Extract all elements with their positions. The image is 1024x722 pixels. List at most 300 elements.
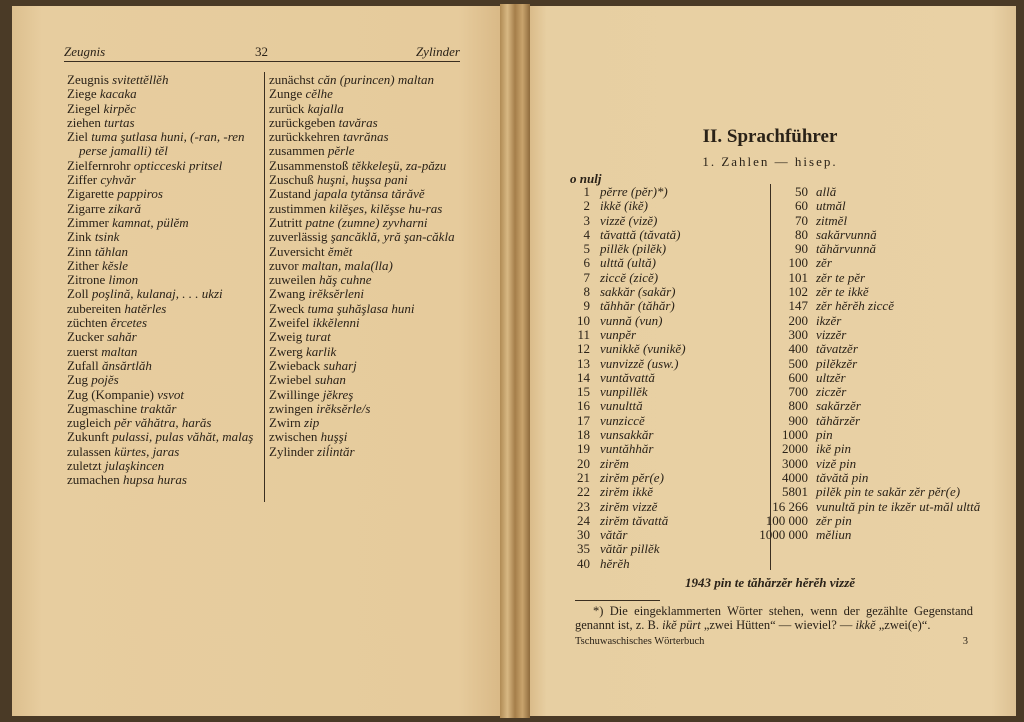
numeral: 700: [788, 384, 808, 400]
chuvash-translation: ĕmĕt: [327, 243, 353, 259]
numeral: 6: [583, 255, 590, 271]
number-row: [564, 457, 760, 471]
dictionary-entry: [67, 173, 261, 187]
chuvash-translation: hăş cuhne: [319, 272, 372, 288]
number-row: [752, 428, 986, 442]
number-word: zirĕm: [600, 455, 629, 471]
german-word: Zwirn: [269, 415, 301, 431]
number-row: [564, 428, 760, 442]
number-row: [752, 500, 986, 514]
numeral: 40: [577, 555, 590, 571]
german-word: ziehen: [67, 114, 101, 130]
number-word: vizzĕr: [816, 326, 847, 342]
number-row: [564, 199, 760, 213]
number-word: pilĕkzĕr: [816, 355, 858, 371]
german-word: Zufall: [67, 357, 99, 373]
german-word: Ziege: [67, 86, 97, 102]
dictionary-entry: [269, 87, 467, 101]
dictionary-entry: [67, 388, 261, 402]
numeral: 50: [795, 184, 808, 199]
number-word: pin: [816, 427, 833, 443]
number-word: sakărvunnă: [816, 226, 877, 242]
number-row: [564, 299, 760, 313]
german-word: Zweck: [269, 300, 305, 316]
number-word: ulttă (ultă): [600, 255, 656, 271]
chuvash-translation: kürtes, jaras: [114, 443, 180, 459]
number-word: hĕrĕh: [600, 555, 630, 571]
number-row: [752, 385, 986, 399]
german-word: zumachen: [67, 472, 120, 488]
chuvash-translation: turat: [305, 329, 331, 345]
dictionary-entry: [67, 445, 261, 459]
german-word: Zwerg: [269, 343, 303, 359]
number-word: ziccĕ (zicĕ): [600, 269, 659, 285]
dictionary-entry: [269, 130, 467, 144]
number-word: ultzĕr: [816, 369, 846, 385]
dictionary-entry: [269, 187, 467, 201]
german-word: zunächst: [269, 72, 315, 87]
german-word: Zusammenstoß: [269, 157, 349, 173]
dictionary-entry: [67, 345, 261, 359]
dictionary-entry: [67, 130, 261, 159]
german-word: Zunge: [269, 86, 303, 102]
german-word: zusammen: [269, 143, 325, 159]
german-word: zugleich: [67, 415, 112, 431]
dictionary-entry: [269, 116, 467, 130]
number-row: [752, 457, 986, 471]
german-word: Zug (Kompanie): [67, 386, 155, 402]
chuvash-translation: pappiros: [117, 186, 163, 202]
number-word: vunnă (vun): [600, 312, 663, 328]
footnote-example: ikĕ pürt: [662, 618, 701, 632]
number-word: vunultă pin te ikzĕr ut-măl ulttă: [816, 498, 981, 514]
zero-entry: o nulj: [570, 171, 602, 186]
number-row: [564, 485, 760, 499]
number-word: vunvizzĕ (usw.): [600, 355, 679, 371]
chuvash-translation: pĕrle: [327, 143, 355, 159]
numeral: 102: [788, 284, 808, 300]
german-word: zwingen: [269, 400, 314, 416]
footer: [575, 635, 973, 648]
dictionary-entry: [67, 402, 261, 416]
number-word: ikzĕr: [816, 312, 842, 328]
dictionary-entry: [269, 359, 467, 373]
chuvash-translation: traktăr: [140, 400, 177, 416]
chuvash-translation: tavăras: [338, 114, 378, 130]
chuvash-translation: julaşkincen: [104, 458, 165, 474]
number-row: [564, 557, 760, 571]
german-word: Zinn: [67, 243, 92, 259]
number-word: vizzĕ (vizĕ): [600, 212, 658, 228]
german-word: züchten: [67, 315, 108, 331]
number-word: ikkĕ (ikĕ): [600, 198, 648, 214]
number-word: tăvătă pin: [816, 469, 869, 485]
number-row: [752, 285, 986, 299]
footnote-area: [575, 600, 973, 648]
number-row: [564, 314, 760, 328]
numeral: 147: [788, 298, 808, 314]
number-row: [752, 228, 986, 242]
number-row: [752, 214, 986, 228]
german-word: zuerst: [67, 343, 99, 359]
number-word: tăhărvunnă: [816, 241, 876, 257]
dictionary-entry: [269, 402, 467, 416]
number-word: vunulttă: [600, 398, 643, 414]
number-word: zĕr: [816, 255, 832, 271]
footer-page-number: 3: [962, 636, 968, 647]
chuvash-translation: kacaka: [99, 86, 137, 102]
chuvash-translation: opticceski pritsel: [133, 157, 223, 173]
dictionary-entry: [269, 445, 467, 459]
dictionary-entry: [67, 202, 261, 216]
chuvash-translation: pulassi, pulas văhăt, malaş: [112, 429, 254, 445]
dictionary-entry: [67, 316, 261, 330]
number-word: vătăr: [600, 527, 628, 543]
number-word: vunikkĕ (vunikĕ): [600, 341, 686, 357]
numeral: 22: [577, 484, 590, 500]
number-row: [752, 271, 986, 285]
number-word: tăvattă (tăvată): [600, 226, 681, 242]
german-word: Zugmaschine: [67, 400, 138, 416]
german-word: Zweig: [269, 329, 303, 345]
header-left-word: Zeugnis: [64, 44, 106, 59]
dictionary-entry: [67, 287, 261, 301]
chuvash-translation: şancăklă, yră şan-căkla: [330, 229, 455, 245]
number-word: pillĕk (pilĕk): [600, 241, 667, 257]
german-word: zulassen: [67, 443, 112, 459]
numbers-right-column: [752, 185, 986, 542]
dictionary-entry: [67, 430, 261, 444]
german-word: Zwillinge: [269, 386, 320, 402]
number-word: vunpillĕk: [600, 384, 648, 400]
footnote-rule: [575, 600, 660, 601]
numeral: 80: [795, 226, 808, 242]
numeral: 16: [577, 398, 590, 414]
numeral: 9: [583, 298, 590, 314]
german-word: Zustand: [269, 186, 311, 202]
german-word: zustimmen: [269, 200, 327, 216]
number-row: [564, 285, 760, 299]
header-right-word: Zylinder: [415, 44, 460, 59]
chuvash-translation: limon: [108, 272, 139, 288]
dictionary-entry: [269, 273, 467, 287]
chuvash-translation: poşlină, kulanaj, . . . ukzi: [91, 286, 223, 302]
number-row: [564, 471, 760, 485]
number-word: zĕr te ikkĕ: [816, 284, 869, 300]
number-word: zirĕm vizzĕ: [600, 498, 658, 514]
numeral: 800: [788, 398, 808, 414]
footnote: [575, 604, 973, 632]
number-word: zitmĕl: [816, 212, 848, 228]
number-row: [564, 256, 760, 270]
chuvash-translation: zip: [304, 415, 320, 431]
chuvash-translation: căn (purincen) maltan: [317, 72, 434, 87]
chuvash-translation: tavrănas: [343, 129, 389, 145]
chuvash-translation: kirpĕc: [103, 100, 136, 116]
numeral: 200: [788, 312, 808, 328]
number-word: vuntăhhăr: [600, 441, 654, 457]
dictionary-entry: [67, 87, 261, 101]
german-word: Zukunft: [67, 429, 109, 445]
number-word: ikĕ pin: [816, 441, 852, 457]
chuvash-translation: pojĕs: [91, 372, 119, 388]
dictionary-entry: [269, 202, 467, 216]
number-word: vunsakkăr: [600, 427, 654, 443]
number-word: zirĕm pĕr(e): [600, 469, 664, 485]
chuvash-translation: hatĕrles: [124, 300, 167, 316]
number-row: [564, 500, 760, 514]
numeral: 90: [795, 241, 808, 257]
book-spine: [500, 4, 530, 718]
chuvash-translation: jĕkreş: [322, 386, 354, 402]
german-word: zurückkehren: [269, 129, 340, 145]
number-row: [564, 185, 760, 199]
dictionary-entry: [67, 230, 261, 244]
number-row: [564, 271, 760, 285]
numeral: 100 000: [765, 512, 808, 528]
numeral: 1000 000: [759, 527, 808, 543]
numeral: 101: [788, 269, 808, 285]
german-word: zurück: [269, 100, 305, 116]
page-number: 32: [255, 44, 268, 59]
footer-title: Tschuwaschisches Wörterbuch: [575, 636, 705, 647]
numeral: 4: [583, 226, 590, 242]
chuvash-translation: sahăr: [107, 329, 137, 345]
number-word: vătăr pillĕk: [600, 541, 660, 557]
number-word: zirĕm ikkĕ: [600, 484, 654, 500]
german-word: Zwiebel: [269, 372, 312, 388]
chuvash-translation: maltan, mala(lla): [301, 257, 393, 273]
german-word: Ziel: [67, 129, 88, 145]
number-row: [564, 214, 760, 228]
number-word: tăhhăr (tăhăr): [600, 298, 675, 314]
dictionary-entry: [269, 345, 467, 359]
german-word: Zigarette: [67, 186, 114, 202]
number-word: vuntăvattă: [600, 369, 655, 385]
number-row: [752, 328, 986, 342]
numeral: 23: [577, 498, 590, 514]
numeral: 18: [577, 427, 590, 443]
german-word: Zuversicht: [269, 243, 325, 259]
number-row: [564, 328, 760, 342]
number-row: [564, 342, 760, 356]
numeral: 7: [583, 269, 590, 285]
numeral: 19: [577, 441, 590, 457]
dictionary-entry: [67, 359, 261, 373]
numeral: 12: [577, 341, 590, 357]
numeral: 2000: [782, 441, 808, 457]
example-1943: 1943 pin te tăhărzĕr hĕrĕh vizzĕ: [684, 575, 856, 590]
german-word: Zylinder: [269, 443, 314, 459]
chuvash-translation: hupsa huras: [122, 472, 187, 488]
dictionary-entry: [67, 73, 261, 87]
numeral: 300: [788, 326, 808, 342]
german-word: Zucker: [67, 329, 104, 345]
numeral: 1: [583, 184, 590, 199]
number-row: [752, 242, 986, 256]
german-word: zwischen: [269, 429, 318, 445]
chuvash-translation: kilĕşes, kilĕşse hu-ras: [329, 200, 443, 216]
number-row: [564, 357, 760, 371]
german-word: Zimmer: [67, 214, 109, 230]
dictionary-entry: [269, 287, 467, 301]
number-row: [564, 528, 760, 542]
dictionary-entry: [269, 302, 467, 316]
dictionary-entry: [269, 144, 467, 158]
german-word: zuvor: [269, 257, 299, 273]
german-word: Zweifel: [269, 315, 310, 331]
numeral: 2: [583, 198, 590, 214]
dictionary-entry: [67, 102, 261, 116]
dictionary-entry: [269, 216, 467, 230]
number-row: [564, 371, 760, 385]
numeral: 30: [577, 527, 590, 543]
chuvash-translation: vsvot: [157, 386, 184, 402]
chuvash-translation: irĕksĕrleni: [308, 286, 364, 302]
number-row: [752, 528, 986, 542]
number-row: [752, 514, 986, 528]
number-word: zĕr te pĕr: [816, 269, 866, 285]
numeral: 20: [577, 455, 590, 471]
dictionary-column-1: [67, 73, 261, 488]
chuvash-translation: pĕr văhătra, harăs: [114, 415, 212, 431]
dictionary-entry: [67, 273, 261, 287]
number-word: vunpĕr: [600, 326, 637, 342]
numeral: 8: [583, 284, 590, 300]
dictionary-entry: [67, 459, 261, 473]
numeral: 24: [577, 512, 590, 528]
chuvash-translation: zikară: [108, 200, 142, 216]
numeral: 4000: [782, 469, 808, 485]
number-word: allă: [816, 184, 837, 199]
chuvash-translation: kamnat, pülĕm: [112, 214, 189, 230]
numeral: 15: [577, 384, 590, 400]
numeral: 900: [788, 412, 808, 428]
german-word: Zielfernrohr: [67, 157, 131, 173]
chuvash-translation: maltan: [101, 343, 138, 359]
number-row: [564, 414, 760, 428]
numeral: 3000: [782, 455, 808, 471]
number-row: [564, 242, 760, 256]
dictionary-entry: [67, 116, 261, 130]
dictionary-entry: [67, 473, 261, 487]
footnote-text: „zwei Hütten“ — wieviel? —: [700, 618, 856, 632]
german-word: zuletzt: [67, 458, 102, 474]
number-row: [564, 542, 760, 556]
dictionary-entry: [269, 245, 467, 259]
numeral: 70: [795, 212, 808, 228]
number-row: [752, 185, 986, 199]
dictionary-entry: [269, 430, 467, 444]
chuvash-translation: irĕksĕrle/s: [316, 400, 371, 416]
number-row: [752, 199, 986, 213]
dictionary-entry: [269, 230, 467, 244]
dictionary-entry: [67, 330, 261, 344]
chuvash-translation: svitettĕllĕh: [112, 72, 169, 87]
german-word: zuverlässig: [269, 229, 328, 245]
chuvash-translation: ĕrcetes: [110, 315, 147, 331]
chuvash-translation: huşni, huşsa pani: [317, 172, 408, 188]
dictionary-entry: [67, 302, 261, 316]
dictionary-entry: [67, 216, 261, 230]
chuvash-translation: kajalla: [307, 100, 344, 116]
chuvash-translation: ănsărtlăh: [102, 357, 152, 373]
numeral: 21: [577, 469, 590, 485]
number-word: mĕliun: [816, 527, 852, 543]
numeral: 60: [795, 198, 808, 214]
number-word: tăhărzĕr: [816, 412, 861, 428]
numeral: 1000: [782, 427, 808, 443]
number-row: [752, 399, 986, 413]
number-row: [564, 442, 760, 456]
chuvash-translation: tsink: [94, 229, 120, 245]
chuvash-translation: tăhlan: [94, 243, 129, 259]
dictionary-entry: [269, 159, 467, 173]
dictionary-entry: [269, 416, 467, 430]
footnote-example: ikkĕ: [855, 618, 876, 632]
chuvash-translation: huşşi: [320, 429, 348, 445]
dictionary-entry: [67, 373, 261, 387]
number-row: [752, 485, 986, 499]
footnote-text: *) Die eingeklammerten Wörter stehen, wenn der gezählte Gegenstand genannt ist, z. B.: [575, 604, 973, 632]
dictionary-entry: [67, 187, 261, 201]
german-word: Zug: [67, 372, 88, 388]
number-word: pilĕk pin te sakăr zĕr pĕr(e): [816, 484, 961, 500]
numeral: 35: [577, 541, 590, 557]
german-word: Ziegel: [67, 100, 101, 116]
numeral: 10: [577, 312, 590, 328]
number-word: pĕrre (pĕr)*): [600, 184, 668, 199]
number-row: [564, 514, 760, 528]
section-title: II. Sprachführer: [702, 126, 838, 147]
numeral: 14: [577, 369, 590, 385]
dictionary-entry: [269, 388, 467, 402]
number-row: [752, 371, 986, 385]
dictionary-entry: [67, 159, 261, 173]
numeral: 400: [788, 341, 808, 357]
dictionary-entry: [67, 416, 261, 430]
number-word: tăvatzĕr: [816, 341, 858, 357]
chuvash-translation: japala tytănsa tărăvĕ: [314, 186, 425, 202]
number-row: [752, 314, 986, 328]
chuvash-translation: karlik: [305, 343, 337, 359]
chuvash-translation: ikkĕlenni: [312, 315, 360, 331]
numbers-left-column: [564, 185, 760, 571]
number-row: [564, 228, 760, 242]
german-word: Ziffer: [67, 172, 98, 188]
number-word: vunziccĕ: [600, 412, 645, 428]
number-word: sakkăr (sakăr): [600, 284, 676, 300]
dictionary-entry: [269, 73, 467, 87]
dictionary-entry: [67, 259, 261, 273]
header-rule: [64, 61, 460, 62]
dictionary-entry: [67, 245, 261, 259]
numeral: 500: [788, 355, 808, 371]
german-word: zuweilen: [269, 272, 316, 288]
chuvash-translation: tĕkkeleşü, za-păzu: [351, 157, 447, 173]
german-word: Zwang: [269, 286, 306, 302]
german-word: zurückgeben: [269, 114, 336, 130]
numeral: 16 266: [772, 498, 808, 514]
footnote-text: „zwei(e)“.: [875, 618, 931, 632]
number-row: [752, 442, 986, 456]
chuvash-translation: kĕsle: [102, 257, 128, 273]
german-word: zubereiten: [67, 300, 122, 316]
dictionary-entry: [269, 259, 467, 273]
german-word: Zoll: [67, 286, 89, 302]
dictionary-entry: [269, 330, 467, 344]
numeral: 11: [577, 326, 590, 342]
